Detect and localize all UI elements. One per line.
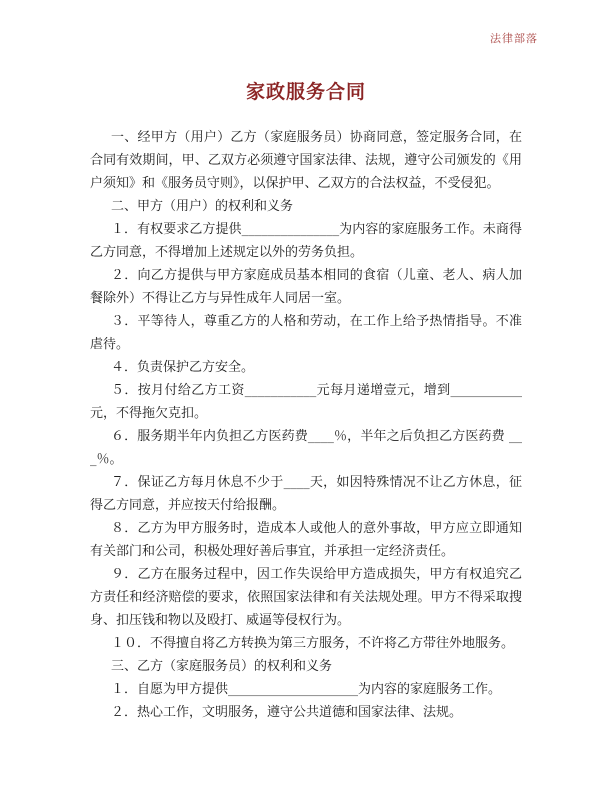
document-title: 家政服务合同 — [245, 80, 366, 103]
contract-paragraph: １．自愿为甲方提供____________________为内容的家庭服务工作。 — [111, 682, 502, 697]
contract-paragraph: 三、乙方（家庭服务员）的权利和义务 — [111, 659, 333, 674]
contract-paragraph: １０．不得擅自将乙方转换为第三方服务，不许将乙方带往外地服务。 — [111, 636, 515, 651]
contract-paragraph: ８．乙方为甲方服务时，造成本人或他人的意外事故，甲方应立即通知有关部门和公司，积极处理好善后事宜，并承担一定经济责任。 — [90, 521, 522, 559]
site-header-label: 法律部落 — [490, 32, 538, 45]
contract-paragraph: ４．负责保护乙方安全。 — [111, 360, 255, 375]
contract-paragraph: ３．平等待人，尊重乙方的人格和劳动，在工作上给予热情指导。不准虐待。 — [90, 314, 522, 352]
contract-body — [90, 126, 522, 724]
contract-paragraph: 二、甲方（用户）的权利和义务 — [111, 199, 294, 214]
contract-paragraph: ２．热心工作，文明服务，遵守公共道德和国家法律、法规。 — [111, 705, 463, 720]
contract-paragraph: ５．按月付给乙方工资___________元每月递增壹元，增到___________元，不得拖欠克扣。 — [90, 383, 522, 421]
contract-paragraph: 一、经甲方（用户）乙方（家庭服务员）协商同意，签定服务合同，在合同有效期间，甲、乙双方必须遵守国家法律、法规，遵守公司颁发的《用户须知》和《服务员守则》，以保护甲、乙双方的合法权益，不受侵犯。 — [90, 130, 522, 191]
contract-paragraph: １．有权要求乙方提供_______________为内容的家庭服务工作。未商得乙方同意，不得增加上述规定以外的劳务负担。 — [90, 222, 522, 260]
contract-paragraph: ６．服务期半年内负担乙方医药费____％，半年之后负担乙方医药费 ___％。 — [90, 429, 522, 467]
contract-paragraph: ７．保证乙方每月休息不少于____天，如因特殊情况不让乙方休息，征得乙方同意，并应按天付给报酬。 — [90, 475, 522, 513]
contract-paragraph: ２．向乙方提供与甲方家庭成员基本相同的食宿（儿童、老人、病人加餐除外）不得让乙方与异性成年人同居一室。 — [90, 268, 522, 306]
contract-paragraph: ９．乙方在服务过程中，因工作失误给甲方造成损失，甲方有权追究乙方责任和经济赔偿的要求，依照国家法律和有关法规处理。甲方不得采取搜身、扣压钱和物以及殴打、威逼等侵权行为。 — [90, 567, 522, 628]
